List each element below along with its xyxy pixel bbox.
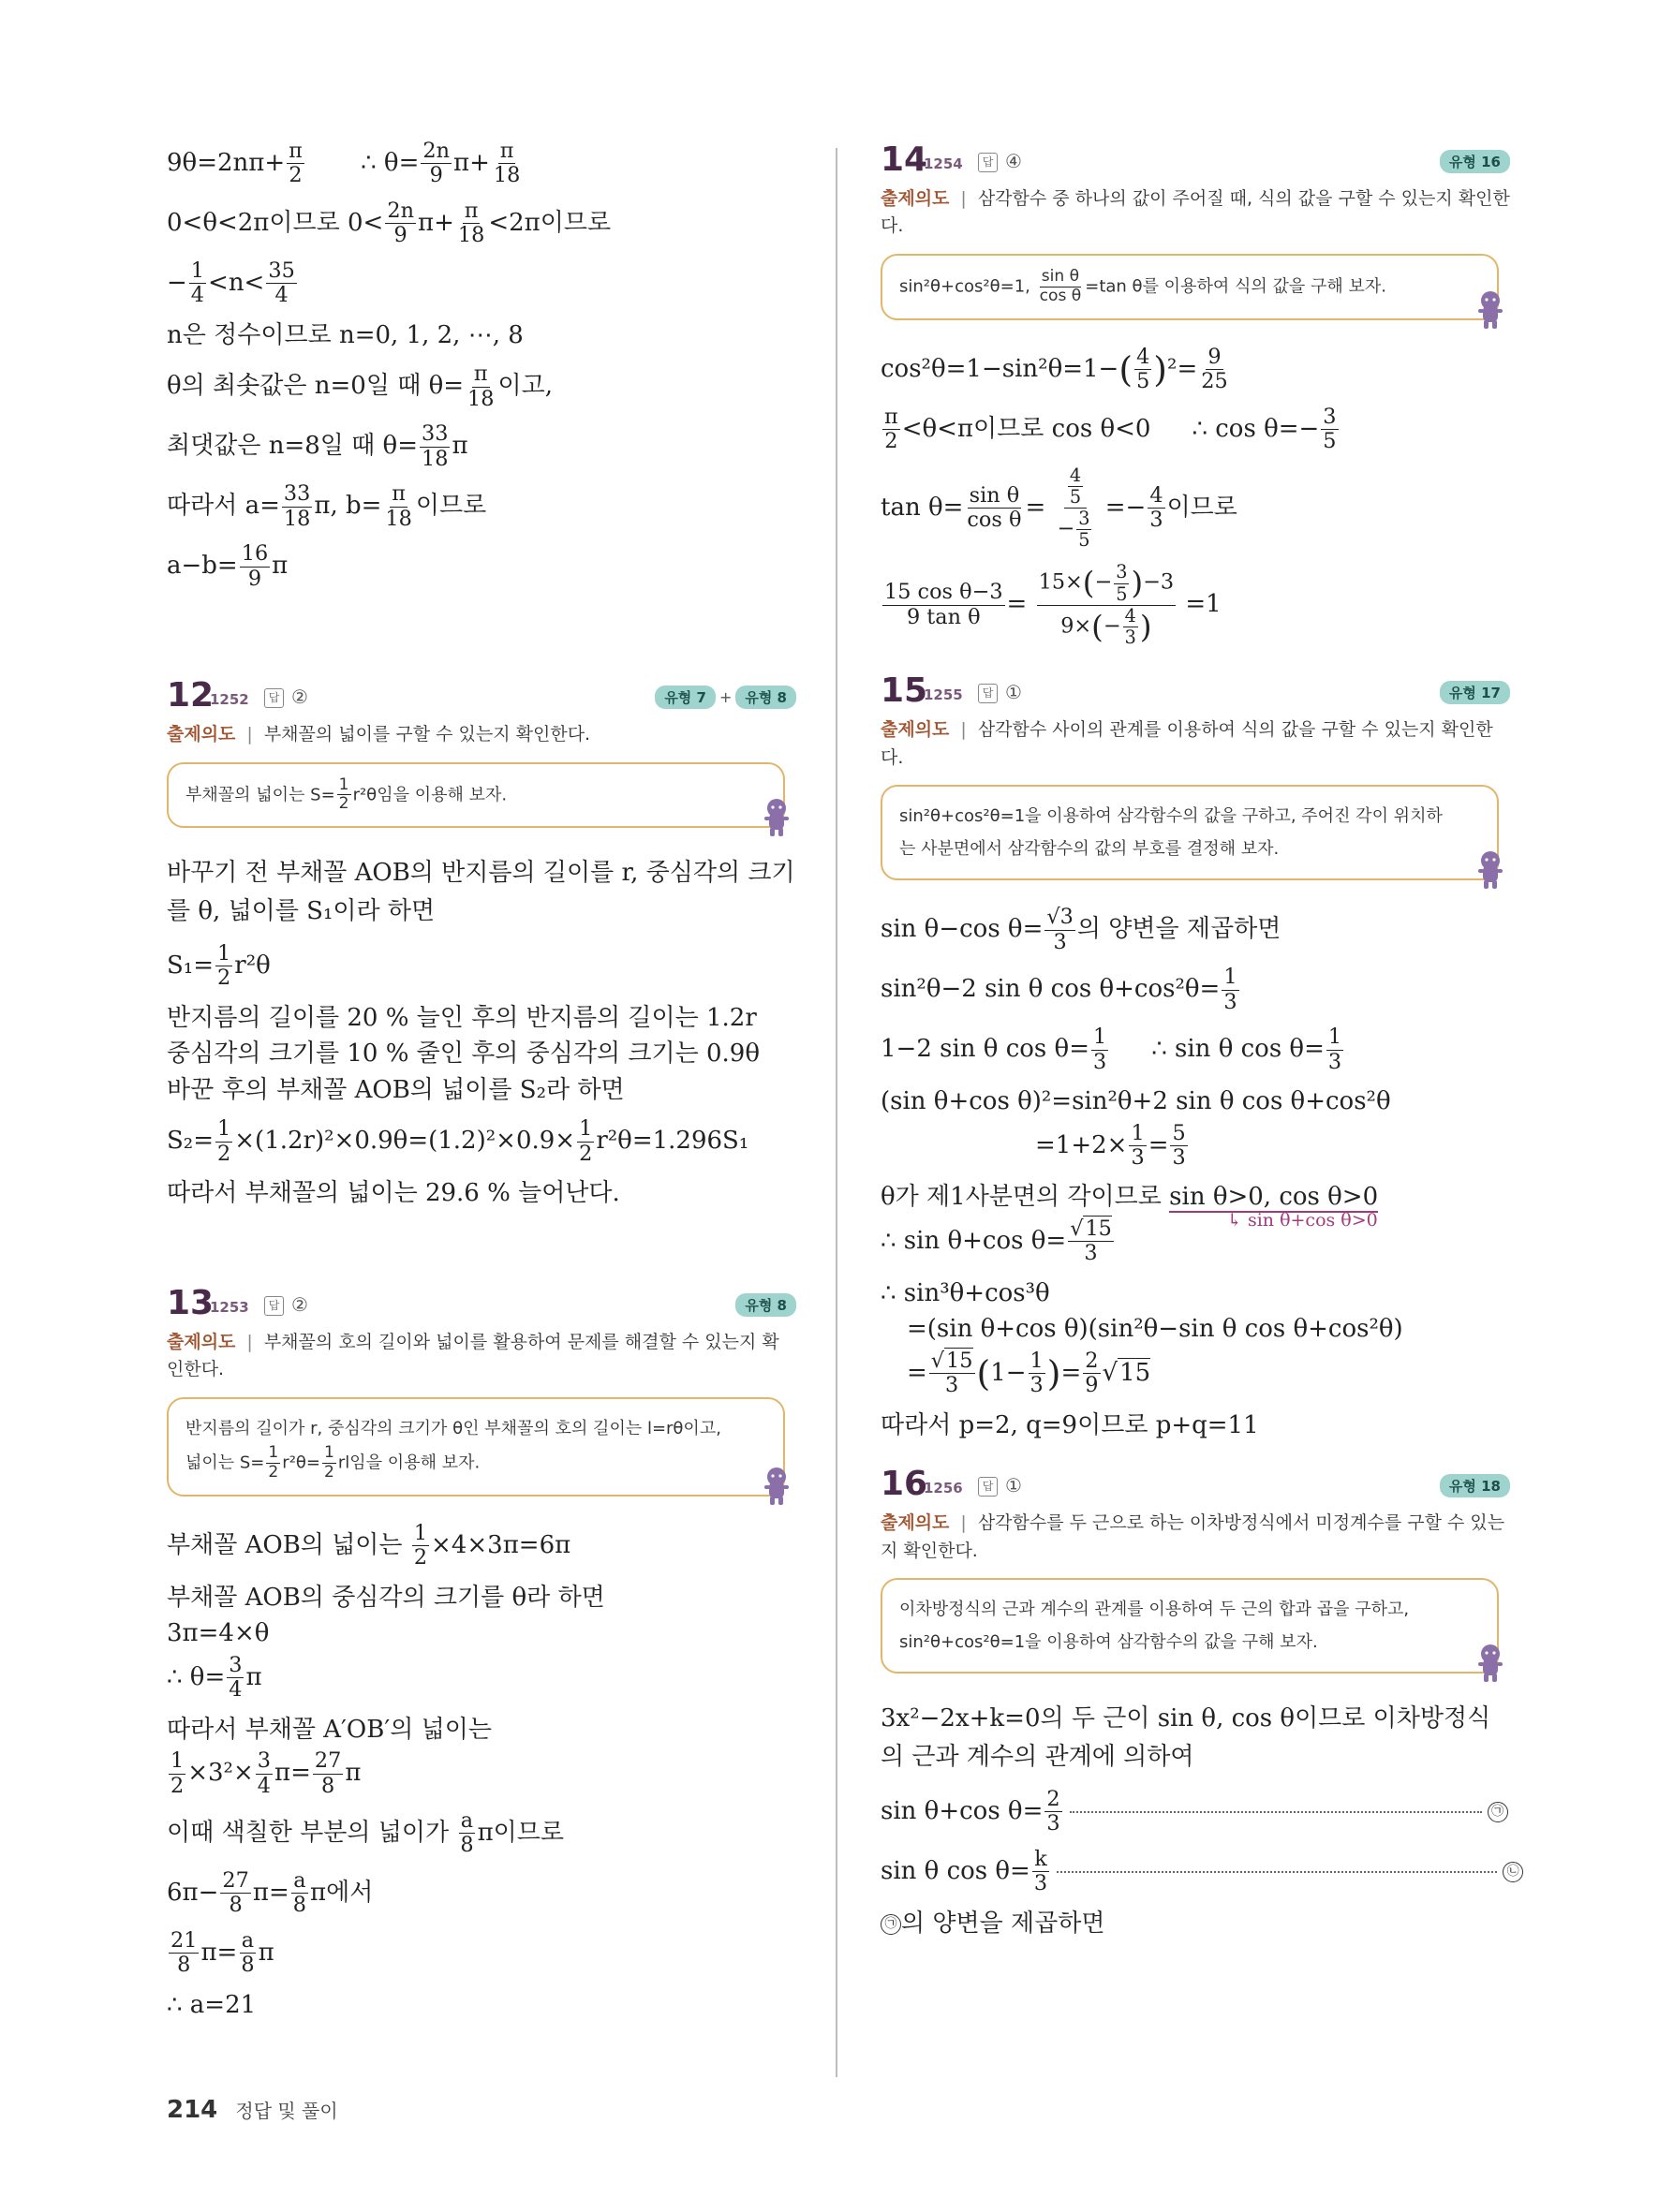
answer: 답 ② (264, 686, 308, 708)
mascot-icon (1474, 1642, 1506, 1683)
mascot-icon (1474, 288, 1506, 330)
answer-icon: 답 (264, 688, 284, 708)
type-badges (1440, 1474, 1510, 1497)
intent: 출제의도 | 부채꼴의 호의 길이와 넓이를 활용하여 문제를 해결할 수 있는지 확인한다. (167, 1331, 779, 1380)
equation-line: 9θ=2nπ+ $\frac{\pi}{2}$ ∴ θ= $\frac{2n}{9}$ π+ $\frac{\pi}{18}$ (167, 139, 521, 188)
problem-number: 13 (167, 1283, 215, 1322)
text-line: 부채꼴 AOB의 중심각의 크기를 θ라 하면 (167, 1583, 605, 1612)
type-badge: 유형 7 (655, 686, 716, 709)
equation-line: sin θ−cos θ= $\frac{√3}{3}$ 의 양변을 제곱하면 (881, 905, 1281, 954)
type-badge: 유형 18 (1440, 1474, 1510, 1497)
text-line: =(sin θ+cos θ)(sin²θ−sin θ cos θ+cos²θ) (907, 1315, 1403, 1344)
answer-icon: 답 (978, 1477, 998, 1497)
answer: 답 ④ (978, 150, 1022, 172)
equation-line: ∴ θ= $\frac{3}{4}$ π (167, 1652, 262, 1703)
equation-line: ㉠ 의 양변을 제곱하면 (881, 1909, 1510, 1939)
equation-line: θ의 최솟값은 n=0일 때 θ= $\frac{\pi}{18}$ 이고, (167, 361, 553, 411)
intent: 출제의도 | 삼각함수 사이의 관계를 이용하여 식의 값을 구할 수 있는지 확인한다. (881, 719, 1493, 768)
problem-16 (881, 1465, 1519, 1939)
text-line: 반지름의 길이를 20 % 늘인 후의 반지름의 길이는 1.2r (167, 1003, 757, 1032)
text-line: 따라서 부채꼴의 넓이는 29.6 % 늘어난다. (167, 1179, 620, 1208)
solution-11-continued (167, 140, 796, 590)
equation-line: $\frac{\text{15 cos θ−3}}{\text{9 tan θ}}$ = 15×(− $\frac{3}{5}$ )−3 9×(− $\frac{4}{3}$ ) =1 (884, 561, 1222, 648)
type-badge: 유형 8 (735, 686, 796, 709)
equation-line: − $\frac{1}{4}$ <n< $\frac{35}{4}$ (167, 258, 295, 308)
answer: 답 ① (978, 681, 1022, 703)
footer-label: 정답 및 풀이 (235, 2100, 338, 2122)
column-divider (836, 148, 837, 2077)
problem-header (167, 1284, 796, 1321)
page-footer (167, 2096, 338, 2124)
problem-code: 1253 (210, 1298, 249, 1316)
text-line: 바꾼 후의 부채꼴 AOB의 넓이를 S₂라 하면 (167, 1075, 625, 1104)
problem-code: 1254 (924, 155, 963, 172)
answer: 답 ① (978, 1474, 1022, 1497)
problem-13 (167, 1284, 796, 2020)
problem-code: 1255 (924, 686, 963, 704)
problem-number: 12 (167, 676, 215, 715)
sign-note: ↳ sin θ+cos θ>0 (1227, 1210, 1378, 1231)
answer-icon: 답 (978, 684, 998, 703)
equation-line: 최댓값은 n=8일 때 θ= $\frac{33}{18}$ π (167, 421, 468, 471)
hint-box: sin²θ+cos²θ=1, $\frac{\text{sin θ}}{\text{cos θ}}$ =tan θ를 이용하여 식의 값을 구해 보자. (881, 254, 1499, 320)
problem-code: 1252 (210, 691, 249, 709)
equation-line: ∴ sin θ+cos θ= $\frac{√15}{3}$ (881, 1216, 1112, 1266)
problem-header (881, 671, 1510, 709)
right-column (881, 140, 1519, 1952)
left-column (167, 140, 796, 2033)
type-badges (1440, 150, 1510, 173)
type-badges (1440, 681, 1510, 704)
problem-12 (167, 676, 796, 1209)
problem-header (881, 140, 1510, 178)
equation-line: sin θ cos θ= $\frac{k}{3}$ ㉡ (881, 1849, 1510, 1895)
hint-box: sin²θ+cos²θ=1을 이용하여 삼각함수의 값을 구하고, 주어진 각이 위치하는 사분면에서 삼각함수의 값의 부호를 결정해 보자. (881, 785, 1499, 880)
intent: 출제의도 | 삼각함수 중 하나의 값이 주어질 때, 식의 값을 구할 수 있는지 확인한다. (881, 188, 1510, 237)
equation-line: 6π− $\frac{27}{8}$ π= $\frac{a}{8}$ π에서 (167, 1867, 374, 1918)
equation-line: 0<θ<2π이므로 0< $\frac{2n}{9}$ π+ $\frac{\pi}{18}$ <2π이므로 (167, 198, 612, 248)
marker: ㉠ (881, 1914, 901, 1935)
hint-box: 부채꼴의 넓이는 S= $\frac{1}{2}$ r²θ임을 이용해 보자. (167, 762, 785, 829)
equation-line: S₁= $\frac{1}{2}$ r²θ (167, 940, 271, 991)
marker: ㉠ (1488, 1802, 1508, 1822)
answer-icon: 답 (978, 153, 998, 172)
equation-line: S₂= $\frac{1}{2}$ ×(1.2r)²×0.9θ=(1.2)²×0.9× $\frac{1}{2}$ r²θ=1.296S₁ (167, 1116, 749, 1166)
problem-14 (881, 140, 1510, 647)
text-line: 바꾸기 전 부채꼴 AOB의 반지름의 길이를 r, 중심각의 크기를 θ, 넓이를 S₁이라 하면 (167, 859, 795, 925)
intent: 출제의도 | 삼각함수를 두 근으로 하는 이차방정식에서 미정계수를 구할 수 있는지 확인한다. (881, 1512, 1505, 1561)
intent: 출제의도 | 부채꼴의 넓이를 구할 수 있는지 확인한다. (167, 724, 591, 745)
type-badge: 유형 17 (1440, 681, 1510, 704)
mascot-icon (1474, 848, 1506, 890)
equation-line: = $\frac{√15}{3}$ (1− $\frac{1}{3}$ )= $\frac{2}{9}$ √15 (907, 1348, 1151, 1398)
type-badge: 유형 8 (735, 1293, 796, 1317)
hint-box: 반지름의 길이가 r, 중심각의 크기가 θ인 부채꼴의 호의 길이는 l=rθ이고, 넓이는 S= $\frac{1}{2}$ r²θ= $\frac{1}{2}$ rl임을 이용해 보자. (167, 1397, 785, 1497)
equation-line: sin²θ−2 sin θ cos θ+cos²θ= $\frac{1}{3}$ (881, 965, 1237, 1014)
equation-line: 1−2 sin θ cos θ= $\frac{1}{3}$ ∴ sin θ cos θ= $\frac{1}{3}$ (881, 1025, 1342, 1074)
equation-line: 따라서 a= $\frac{33}{18}$ π, b= $\frac{\pi}{18}$ 이므로 (167, 481, 487, 531)
page-number: 214 (167, 2096, 218, 2124)
mascot-icon (761, 796, 792, 837)
equation-line: $\frac{1}{2}$ ×3²× $\frac{3}{4}$ π= $\frac{27}{8}$ π (170, 1748, 362, 1798)
text-line: 중심각의 크기를 10 % 줄인 후의 중심각의 크기는 0.9θ (167, 1040, 760, 1069)
equation-line: sin θ+cos θ= $\frac{2}{3}$ ㉠ (881, 1789, 1510, 1836)
equation-line: cos²θ=1−sin²θ=1−( $\frac{4}{5}$ )²= $\frac{9}{25}$ (881, 344, 1228, 394)
equation-line: $\frac{21}{8}$ π= $\frac{a}{8}$ π (170, 1927, 274, 1978)
text-line: 따라서 부채꼴 A′OB′의 넓이는 (167, 1715, 492, 1744)
equation-line: $\frac{\pi}{2}$ <θ<π이므로 cos θ<0 ∴ cos θ=− $\frac{3}{5}$ (884, 404, 1337, 454)
hint-box: 이차방정식의 근과 계수의 관계를 이용하여 두 근의 합과 곱을 구하고, sin²θ+cos²θ=1을 이용하여 삼각함수의 값을 구해 보자. (881, 1578, 1499, 1674)
text-line: 3x²−2x+k=0의 두 근이 sin θ, cos θ이므로 이차방정식의 근과 계수의 관계에 의하여 (881, 1704, 1491, 1771)
equation-line: 부채꼴 AOB의 넓이는 $\frac{1}{2}$ ×4×3π=6π (167, 1520, 571, 1571)
answer: 답 ② (264, 1293, 308, 1316)
problem-code: 1256 (924, 1480, 963, 1497)
problem-number: 16 (881, 1465, 928, 1504)
equation-line: a−b= $\frac{16}{9}$ π (167, 541, 289, 591)
problem-number: 14 (881, 140, 928, 179)
mascot-icon (761, 1465, 792, 1506)
equation-line: θ가 제1사분면의 각이므로 sin θ>0, cos θ>0 ↳ sin θ+cos θ>0 (881, 1183, 1379, 1231)
text-line: n은 정수이므로 n=0, 1, 2, ⋯, 8 (167, 320, 524, 349)
type-badges: 유형 7 + 유형 8 (655, 686, 796, 709)
problem-number: 15 (881, 671, 928, 711)
equation-line: =1+2× $\frac{1}{3}$ = $\frac{5}{3}$ (1035, 1120, 1186, 1170)
text-line: ∴ a=21 (167, 1990, 257, 2019)
marker: ㉡ (1503, 1862, 1523, 1882)
answer-icon: 답 (264, 1296, 284, 1316)
type-badges (735, 1293, 796, 1317)
text-line: 3π=4×θ (167, 1619, 270, 1648)
type-badge: 유형 16 (1440, 150, 1510, 173)
text-line: ∴ sin³θ+cos³θ (881, 1278, 1050, 1307)
problem-header (881, 1465, 1510, 1502)
problem-15 (881, 671, 1510, 1440)
equation-line: tan θ= $\frac{\text{sin θ}}{\text{cos θ}}$ = $\frac{4}{5}$ − $\frac{3}{5}$ =− $\frac{4}{3}$ 이므로 (881, 464, 1237, 552)
equation-line: 이때 색칠한 부분의 넓이가 $\frac{a}{8}$ π이므로 (167, 1808, 565, 1858)
text-line: (sin θ+cos θ)²=sin²θ+2 sin θ cos θ+cos²θ (881, 1087, 1391, 1115)
text-line: 따라서 p=2, q=9이므로 p+q=11 (881, 1410, 1259, 1439)
problem-header (167, 676, 796, 714)
